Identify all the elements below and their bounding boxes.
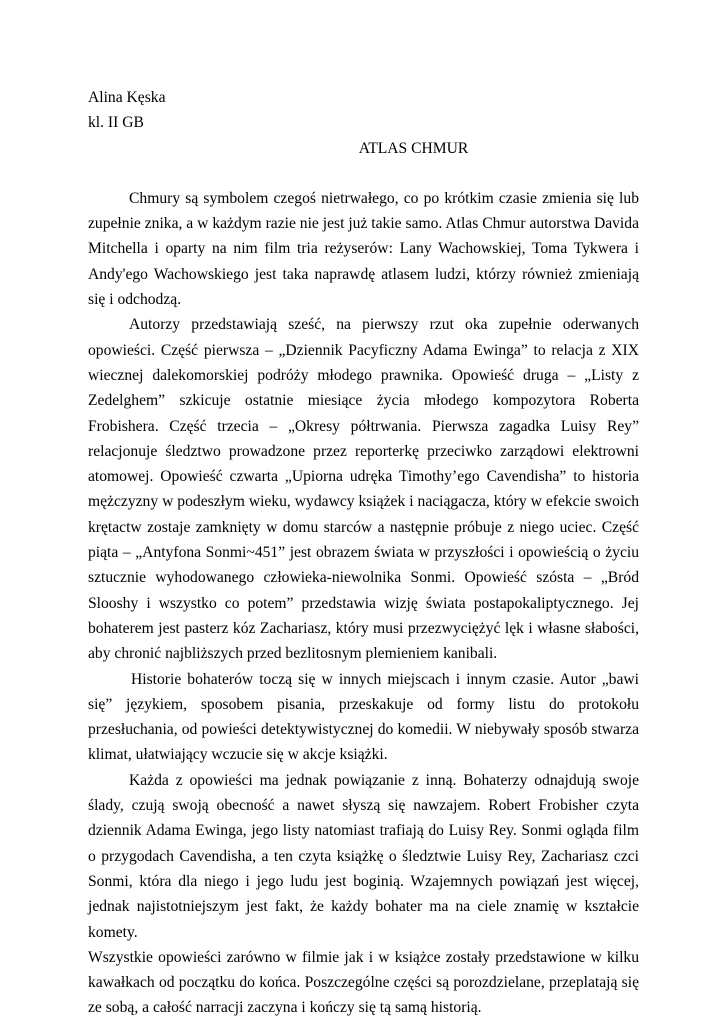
paragraph-style: Historie bohaterów toczą się w innych miejscach i innym czasie. Autor „bawi się” językiem, sposobem pisania, przeskakuje od formy listu do protokołu przesłuchania, od powieści detektywistycznej do komedii. W niebywały sposób stwarza klimat, ułatwiający wczucie się w akcje książki. xyxy=(88,670,639,764)
document-page xyxy=(88,85,639,1021)
paragraph-intro: Chmury są symbolem czegoś nietrwałego, co po krótkim czasie zmienia się lub zupełnie znika, a w każdym razie nie jest już takie samo. Atlas Chmur autorstwa Davida Mitchella i oparty na nim film tria reżyserów: Lany Wachowskiej, Toma Tykwera i Andy'ego Wachowskiego jest taka naprawdę atlasem ludzi, którzy również zmieniają się i odchodzą. xyxy=(88,189,639,309)
document-title: ATLAS CHMUR xyxy=(358,139,469,157)
class-name: kl. II GB xyxy=(88,114,144,132)
paragraph-stories: Autorzy przedstawiają sześć, na pierwszy rzut oka zupełnie oderwanych opowieści. Część pierwsza – „Dziennik Pacyficzny Adama Ewinga” to relacja z XIX wiecznej dalekomorskiej podróży młodego prawnika. Opowieść druga – „Listy z Zedelghem” szkicuje ostatnie miesiące życia młodego kompozytora Roberta Frobishera. Część trzecia – „Okresy półtrwania. Pierwsza zagadka Luisy Rey” relacjonuje śledztwo prowadzone przez reporterkę przeciwko zarządowi elektrowni atomowej. Opowieść czwarta „Upiorna udręka Timothy’ego Cavendisha” to historia mężczyzny w podeszłym wieku, wydawcy książek i naciągacza, który w efekcie swoich krętactw zostaje zamknięty w domu starców a następnie próbuje z niego uciec. Część piąta – „Antyfona Sonmi~451” jest obrazem świata w przyszłości i opowieścią o życiu sztucznie wyhodowanego człowieka-niewolnika Sonmi. Opowieść szósta – „Bród Slooshy i wszystko co potem” przedstawia wizję świata postapokaliptycznego. Jej bohaterem jest pasterz kóz Zachariasz, który musi przezwyciężyć lęk i własne słabości, aby chronić najbliższych przed bezlitosnym plemieniem kanibali. xyxy=(88,316,639,663)
author-name: Alina Kęska xyxy=(88,89,166,106)
paragraph-connections: Każda z opowieści ma jednak powiązanie z inną. Bohaterzy odnajdują swoje ślady, czują swoją obecność a nawet słyszą się nawzajem. Robert Frobisher czyta dziennik Adama Ewinga, jego listy natomiast trafiają do Luisy Rey. Sonmi ogląda film o przygodach Cavendisha, a ten czyta książkę o śledztwie Luisy Rey, Zachariasz czci Sonmi, która dla niego i jego ludu jest boginią. Wzajemnych powiązań jest więcej, jednak najistotniejszym jest fakt, że każdy bohater ma na ciele znamię w kształcie komety. xyxy=(88,771,639,941)
paragraph-structure: Wszystkie opowieści zarówno w filmie jak i w książce zostały przedstawione w kilku kawałkach od początku do końca. Poszczególne części są porozdzielane, przeplatają się ze sobą, a całość narracji zaczyna i kończy się tą samą historią. xyxy=(88,948,639,1017)
